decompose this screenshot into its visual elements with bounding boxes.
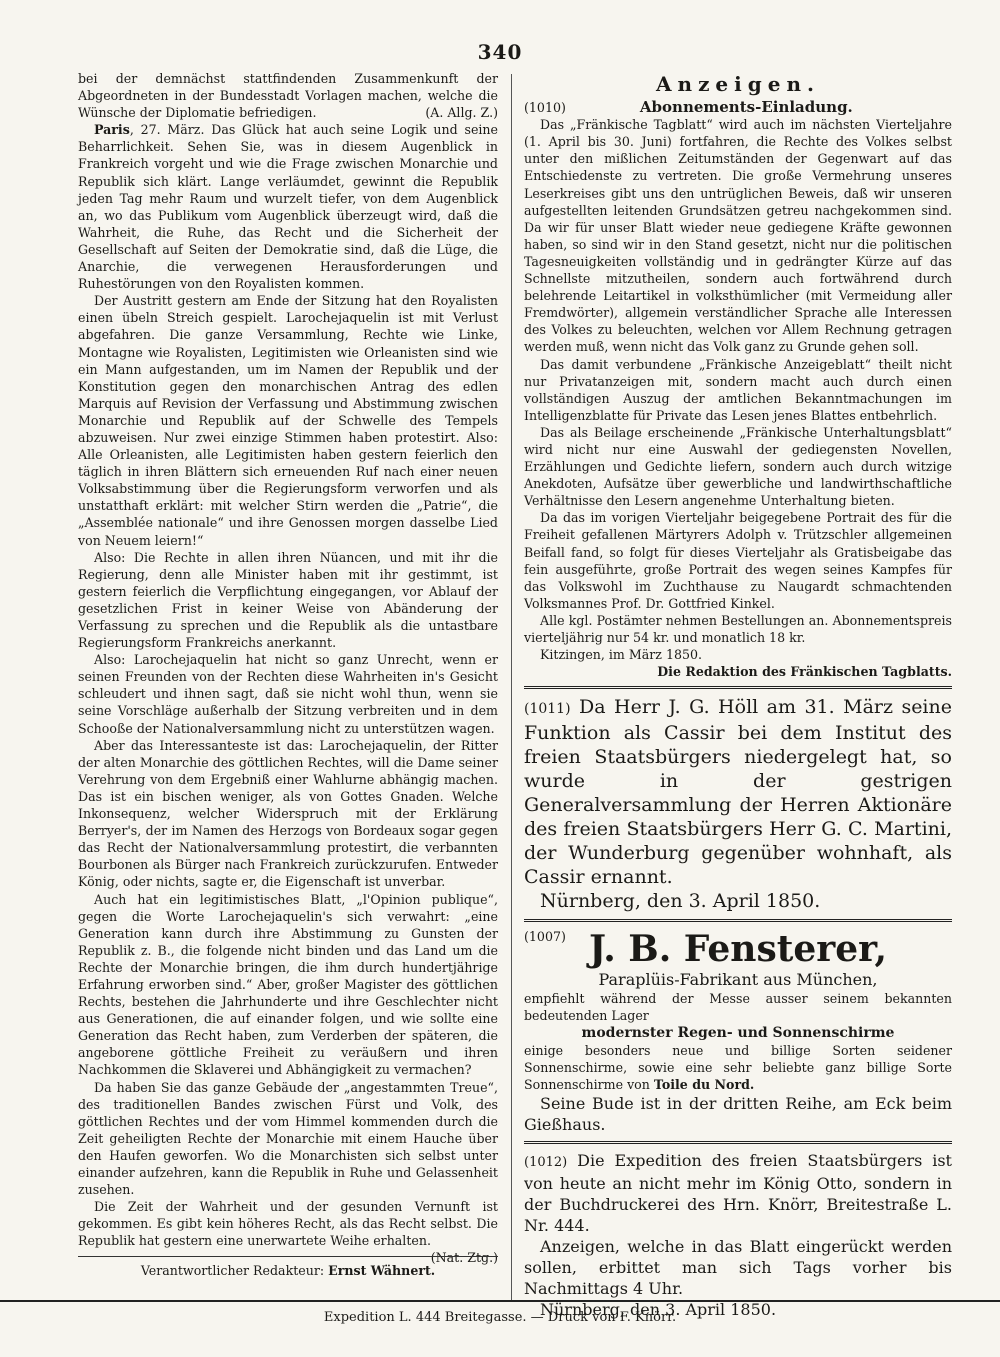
- paragraph: Also: Die Rechte in allen ihren Nüancen, und mit ihr die Regierung, denn alle Minister haben mit ihr gestimmt, ist gestern feierlich die Verpflichtung eingegangen, vor Ablauf der gesetzlichen Frist in keiner Weise von Abänderung der Verfassung zu sprechen und die Republik als die untastbare Regierungsform Frankreichs anerkannt.: [78, 549, 498, 651]
- editor-name: Ernst Wähnert.: [328, 1263, 436, 1278]
- article-intro: [78, 70, 498, 121]
- ad-1012: [524, 1150, 952, 1320]
- ad-1010: [524, 99, 952, 680]
- place-name: Paris: [94, 122, 130, 138]
- paragraph: Also: Larochejaquelin hat nicht so ganz Unrecht, wenn er seinen Freunden von der Rechten diese Wahrheiten in's Gesicht schleudert und ihnen sagt, daß sie nicht wohl thun, wenn sie seine Vorschläge außerhalb der Sitzung verbreiten und in dem Schooße der Nationalversammlung nicht zu unterstützen wagen.: [78, 652, 498, 736]
- ad-1007: [524, 928, 952, 1135]
- paragraph: Auch hat ein legitimistisches Blatt, „l'Opinion publique“, gegen die Worte Larochejaquelin's sich verwahrt: „eine Generation kann durch ihre Abstimmung zu Gunsten der Republik z. B., die folgende nicht binden und das Land um die Rechte der Monarchie bringen, die ihm durch hundertjährige Erfahrung erworben sind.“ Aber, großer Magister des göttlichen Rechts, bestehen die Jahrhunderte und ihre Geschlechter nicht aus Generationen, die auf einander folgen, und wie sollte eine Generation das Recht haben, zum Verderben der späteren, die angeborene göttliche Freiheit zu veräußern und ihren Nachkommen die Sklaverei und Abhängigkeit zu vermachen?: [78, 891, 498, 1078]
- paris-text: , 27. März. Das Glück hat auch seine Logik und seine Beharrlichkeit. Sehen Sie, was in diesem Augenblick in Frankreich vorgeht und wie die Frage zwischen Monarchie und Republik sich klärt. Lange verläumdet, gewinnt die Republik jeden Tag mehr Raum und wurzelt tiefer, von dem Augenblick an, wo das Publikum vom Augenblick überzeugt wird, daß die Wahrheit, die Ruhe, das Recht und die Sicherheit der Gesellschaft auf Seiten der Demokratie sind, daß die Lüge, die Anarchie, die verwegenen Herausforderungen und Ruhestörungen von den Royalisten kommen.: [78, 122, 498, 292]
- footer-rule: [0, 1300, 1000, 1302]
- editor-label: Verantwortlicher Redakteur:: [140, 1263, 325, 1278]
- ad-number: (1011): [524, 701, 571, 718]
- place-date: Kitzingen, im März 1850.: [540, 647, 702, 663]
- divider: [524, 1141, 952, 1144]
- paragraph: Da das im vorigen Vierteljahr beigegebene Portrait des für die Freiheit gefallenen Märtyrers Adolph v. Trützschler allgemeinen Beifall fand, so folgt für dieses Vierteljahr als Gratisbeigabe das fein ausgeführte, große Portrait des wegen seines Kampfes für das Volkswohl im Zuchthause zu Naugardt schmachtenden Volksmannes Prof. Dr. Gottfried Kinkel.: [524, 510, 952, 611]
- divider: [524, 919, 952, 922]
- fabric-name: Toile du Nord.: [653, 1076, 755, 1092]
- ad-1011: [524, 695, 952, 913]
- left-column: [78, 70, 498, 1267]
- merchant-subtitle: Paraplüis-Fabrikant aus München,: [598, 970, 878, 990]
- intro-source: (A. Allg. Z.): [425, 105, 498, 121]
- divider: [524, 686, 952, 689]
- ad-line: empfiehlt während der Messe ausser seinem bekannten bedeutenden Lager: [524, 991, 952, 1024]
- intro-text: bei der demnächst stattfindenden Zusammenkunft der Abgeordneten in der Bundesstadt Vorlagen machen, welche die Wünsche der Diplomatie befriedigen.: [78, 71, 498, 121]
- ad-highlight: modernster Regen- und Sonnenschirme: [581, 1024, 895, 1041]
- paragraph: Das als Beilage erscheinende „Fränkische Unterhaltungsblatt“ wird nicht nur eine Auswahl der gediegensten Novellen, Erzählungen und Gedichte liefern, sondern auch durch witzige Anekdoten, Aufsätze über gewerbliche und landwirthschaftliche Verhältnisse den Lesern angenehme Unterhaltung bieten.: [524, 424, 952, 509]
- ads-heading: Anzeigen.: [656, 72, 820, 96]
- paragraph: Das „Fränkische Tagblatt“ wird auch im nächsten Vierteljahre (1. April bis 30. Juni) fortfahren, die Rechte des Volkes selbst unter den mißlichen Zeitumständen der Gegenwart auf das Entschiedenste zu vertreten. Die große Vermehrung unseres Leserkreises gibt uns den untrüglichen Beweis, daß wir unseren aufgestellten leitenden Grundsätzen getreu nachgekommen sind. Da wir für unser Blatt wieder neue gediegene Kräfte gewonnen haben, so sind wir in den Stand gesetzt, nicht nur die politischen Tagesneuigkeiten vollständig und in gedrängter Kürze auf das Schnellste mitzutheilen, sondern auch fortwährend durch belehrende Leitartikel in volksthümlicher (mit Vermeidung aller Fremdwörter), allgemein verständlicher Sprache alle Interessen des Volkes zu beleuchten, welchen vor Allem Rechnung getragen werden muß, wenn nicht das Volk ganz zu Grunde gehen soll.: [524, 117, 952, 355]
- ad-number: (1010): [524, 100, 566, 116]
- merchant-name: J. B. Fensterer,: [588, 928, 888, 971]
- paragraph: Alle kgl. Postämter nehmen Bestellungen an. Abonnementspreis vierteljährig nur 54 kr. und monatlich 18 kr.: [524, 612, 952, 645]
- place-date: Nürnberg, den 3. April 1850.: [540, 1299, 777, 1319]
- paragraph: Die Zeit der Wahrheit und der gesunden Vernunft ist gekommen. Es gibt kein höheres Recht, als das Recht selbst. Die Republik hat gestern eine unerwartete Weihe erhalten.: [78, 1199, 498, 1249]
- ad-number: (1012): [524, 1154, 568, 1170]
- right-column: [524, 70, 952, 1320]
- location: Seine Bude ist in der dritten Reihe, am Eck beim Gießhaus.: [524, 1093, 952, 1134]
- page-number: 340: [477, 40, 523, 64]
- paragraph: Das damit verbundene „Fränkische Anzeigeblatt“ theilt nicht nur Privatanzeigen mit, sondern macht auch durch einen vollständigen Auszug der amtlichen Bekanntmachungen im Intelligenzblatte für Private das Lesen jenes Blattes entbehrlich.: [524, 356, 952, 423]
- paragraph: Da haben Sie das ganze Gebäude der „angestammten Treue“, des traditionellen Bandes zwischen Fürst und Volk, des göttlichen Rechtes und der vom Himmel kommenden durch die Zeit geheiligten Rechte der Monarchie mit einem Hauche über den Haufen geworfen. Wo die Monarchisten sich selbst unter einander aufzehren, kann die Republik in Ruhe und Gelassenheit zusehen.: [78, 1079, 498, 1198]
- ad-text: Da Herr J. G. Höll am 31. März seine Funktion als Cassir bei dem Institut des freien Staatsbürgers niedergelegt hat, so wurde in der gestrigen Generalversammlung der Herren Aktionäre des freien Staatsbürgers Herr G. C. Martini, der Wunderburg gegenüber wohnhaft, als Cassir ernannt.: [524, 696, 952, 889]
- signature: Die Redaktion des Fränkischen Tagblatts.: [657, 664, 952, 680]
- editor-credit: [78, 1256, 498, 1278]
- paragraph: Aber das Interessanteste ist das: Larochejaquelin, der Ritter der alten Monarchie des göttlichen Rechtes, will die Dame seiner Verehrung von dem Ergebniß einer Wahlurne abhängig machen. Das ist ein bischen weniger, als von Gottes Gnaden. Welche Inkonsequenz, welcher Widerspruch mit der Erklärung Berryer's, der im Namen des Herzogs von Bordeaux sogar gegen das Recht der Nationalversammlung protestirt, die verbannten Bourbonen als Bürger nach Frankreich zurückzurufen. Entweder König, oder nichts, sagte er, die Eigenschaft ist unverbar.: [78, 737, 498, 890]
- paragraph: Der Austritt gestern am Ende der Sitzung hat den Royalisten einen übeln Streich gespielt. Larochejaquelin ist mit Verlust abgefahren. Die ganze Versammlung, Rechte wie Linke, Montagne wie Royalisten, Legitimisten wie Orleanisten sind wie ein Mann aufgestanden, um im Namen der Republik und der Konstitution gegen den monarchischen Antrag des edlen Marquis auf Revision der Verfassung und Abstimmung zwischen Monarchie und Republik auf der Schwelle des Tempels abzuweisen. Nur zwei einzige Stimmen haben protestirt. Also: Alle Orleanisten, alle Legitimisten haben gestern feierlich den täglich in ihren Blättern sich erneuenden Ruf nach einer neuen Volksabstimmung über die Regierungsform verworfen und als unstatthaft erklärt: mit welcher Stirn werden die „Patrie“, die „Assemblée nationale“ und ihre Genossen morgen dasselbe Lied von Neuem leiern!“: [78, 293, 498, 548]
- ad-number: (1007): [524, 929, 566, 945]
- footer-text: Expedition L. 444 Breitegasse. — Druck von F. Knörr.: [323, 1310, 677, 1325]
- article-paris: [78, 121, 498, 292]
- place-date: Nürnberg, den 3. April 1850.: [540, 890, 821, 913]
- ad-text: Die Expedition des freien Staatsbürgers ist von heute an nicht mehr im König Otto, sondern in der Buchdruckerei des Hrn. Knörr, Breitestraße L. Nr. 444.: [524, 1150, 952, 1235]
- source-note: (Nat. Ztg.): [430, 1250, 498, 1266]
- ad-text: Anzeigen, welche in das Blatt eingerückt werden sollen, erbittet man sich Tags vorher bis Nachmittags 4 Uhr.: [524, 1236, 952, 1298]
- ad-title: Abonnements-Einladung.: [639, 98, 853, 117]
- column-divider: [511, 74, 512, 1300]
- ad-text: einige besonders neue und billige Sorten seidener Sonnenschirme, sowie eine sehr beliebte ganz billige Sorte Sonnenschirme von: [524, 1042, 952, 1092]
